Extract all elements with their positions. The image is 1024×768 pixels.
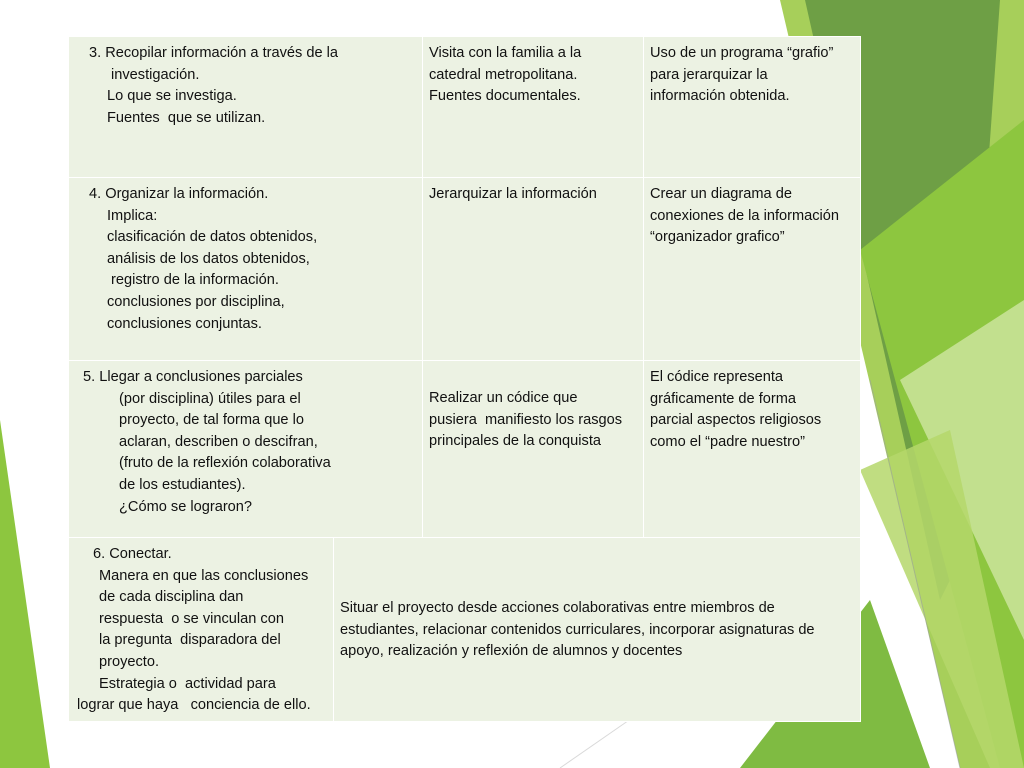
table-cell-row4-col2 xyxy=(334,538,861,722)
table-cell-row1-col2 xyxy=(423,37,644,178)
cell-text-line: (fruto de la reflexión colaborativa xyxy=(119,455,331,472)
cell-text-line: Implica: xyxy=(107,207,158,224)
content-table xyxy=(68,36,861,722)
table-cell-row4-col1 xyxy=(69,538,334,722)
table-row xyxy=(69,37,861,178)
cell-text-line: investigación. xyxy=(111,66,200,83)
cell-text-line: Crear un diagrama de xyxy=(650,186,792,202)
cell-text-line: (por disciplina) útiles para el xyxy=(119,390,301,407)
cell-text-line: lograr que haya conciencia de ello. xyxy=(77,697,311,714)
cell-text-line: análisis de los datos obtenidos, xyxy=(107,250,310,267)
cell-text-line: conexiones de la información xyxy=(650,207,840,224)
table-cell-row2-col3 xyxy=(644,178,861,361)
cell-text-line: registro de la información. xyxy=(111,272,279,289)
table-cell-row3-col1 xyxy=(69,361,423,538)
table-row xyxy=(69,538,861,722)
cell-text-line: proyecto, de tal forma que lo xyxy=(119,412,304,429)
cell-text-line: Estrategia o actividad para xyxy=(99,675,276,692)
cell-text-line: 5. Llegar a conclusiones parciales xyxy=(83,369,303,385)
cell-text-line: estudiantes, relacionar contenidos curriculares, incorporar asignaturas de xyxy=(340,621,815,638)
cell-text-line: de cada disciplina dan xyxy=(99,589,244,606)
cell-text-line: parcial aspectos religiosos xyxy=(650,412,822,429)
cell-text-line: clasificación de datos obtenidos, xyxy=(107,229,318,246)
cell-text-line: información obtenida. xyxy=(650,88,790,105)
cell-text-line: Fuentes que se utilizan. xyxy=(107,109,266,126)
cell-text-line: El códice representa xyxy=(650,369,784,385)
cell-text-line: Realizar un códice que xyxy=(429,390,578,406)
cell-text-line: pusiera manifiesto los rasgos xyxy=(429,411,623,428)
cell-text-line: Fuentes documentales. xyxy=(429,88,581,105)
table-row xyxy=(69,178,861,361)
cell-text-line: proyecto. xyxy=(99,653,160,670)
table-cell-row3-col2 xyxy=(423,361,644,538)
cell-text-line: la pregunta disparadora del xyxy=(99,632,281,649)
table-row xyxy=(69,361,861,538)
cell-text-line: Manera en que las conclusiones xyxy=(99,567,309,584)
cell-text-line: Jerarquizar la información xyxy=(429,186,597,202)
cell-text-line: Lo que se investiga. xyxy=(107,88,237,105)
cell-text-line: catedral metropolitana. xyxy=(429,66,578,83)
table-cell-row1-col3 xyxy=(644,37,861,178)
cell-text-line: para jerarquizar la xyxy=(650,66,768,83)
table-cell-row3-col3 xyxy=(644,361,861,538)
cell-text-line: de los estudiantes). xyxy=(119,476,246,493)
cell-text-line: “organizador grafico” xyxy=(650,229,785,246)
cell-text-line: Uso de un programa “grafio” xyxy=(650,45,834,61)
cell-text-line: principales de la conquista xyxy=(429,433,601,450)
cell-text-line: Visita con la familia a la xyxy=(429,45,582,61)
cell-text-line: conclusiones por disciplina, xyxy=(107,293,285,310)
cell-text-line: ¿Cómo se lograron? xyxy=(119,498,253,515)
cell-text-line: apoyo, realización y reflexión de alumnos y docentes xyxy=(340,643,683,660)
cell-text-line: Situar el proyecto desde acciones colaborativas entre miembros de xyxy=(340,599,775,616)
cell-text-line: 3. Recopilar información a través de la xyxy=(89,45,339,61)
cell-text-line: 4. Organizar la información. xyxy=(89,186,269,202)
table-cell-row1-col1 xyxy=(69,37,423,178)
table-cell-row2-col2 xyxy=(423,178,644,361)
cell-text-line: gráficamente de forma xyxy=(650,390,797,407)
table-cell-row2-col1 xyxy=(69,178,423,361)
cell-text-line: respuesta o se vinculan con xyxy=(99,610,284,627)
cell-text-line: conclusiones conjuntas. xyxy=(107,315,262,332)
cell-text-line: como el “padre nuestro” xyxy=(650,433,805,450)
cell-text-line: aclaran, describen o descifran, xyxy=(119,433,318,450)
cell-text-line: 6. Conectar. xyxy=(93,546,172,562)
